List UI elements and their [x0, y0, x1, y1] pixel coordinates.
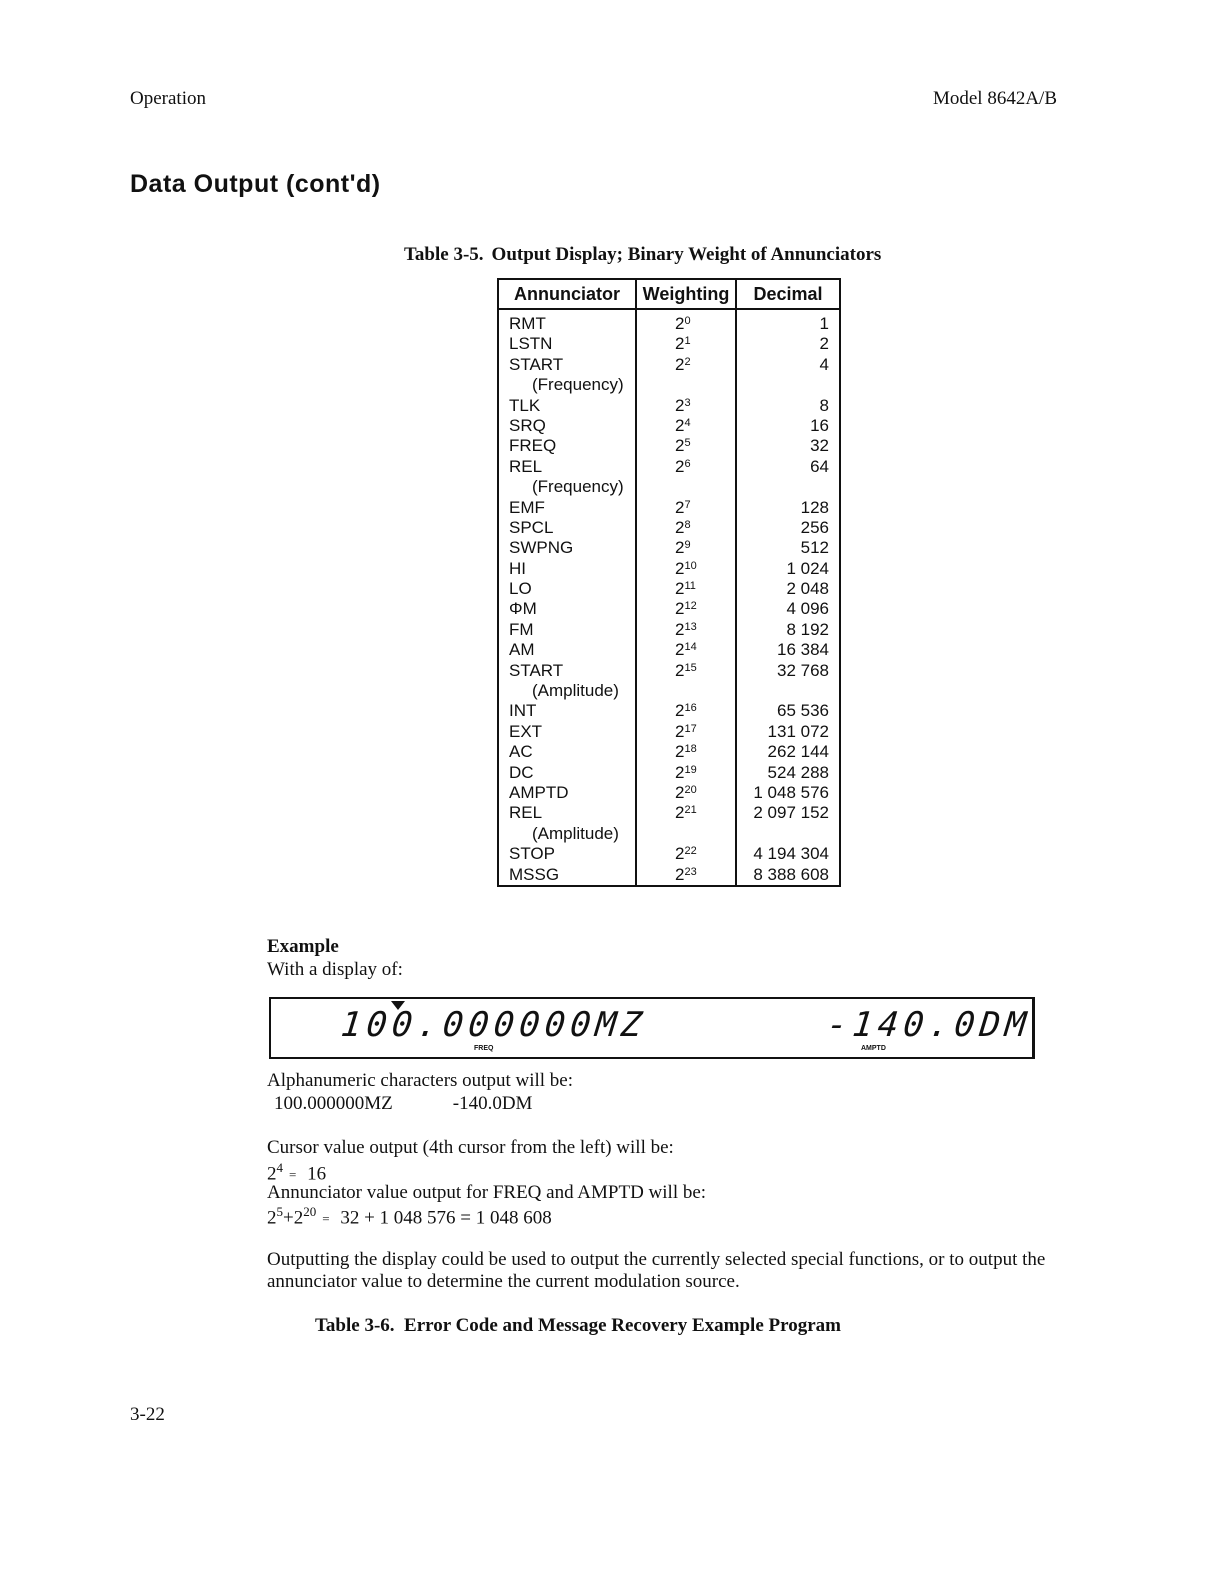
weighting-value [637, 457, 735, 477]
weighting-exponent: 1 [684, 335, 691, 348]
cursor-output-label: Cursor value output (4th cursor from the left) will be: [267, 1137, 674, 1158]
column-header-decimal: Decimal [736, 279, 840, 309]
weighting-value [637, 436, 735, 456]
annunciator-name: AM [509, 640, 535, 660]
decimal-value: 32 [810, 436, 829, 456]
ann-eq-plus: + [283, 1207, 294, 1229]
running-header-right: Model 8642A/B [932, 88, 1057, 109]
weighting-base: 2 [675, 782, 685, 802]
decimal-value: 4 096 [786, 599, 829, 619]
weighting-exponent: 18 [684, 743, 697, 756]
cursor-eq-result: 16 [307, 1163, 327, 1185]
example-intro: With a display of: [267, 959, 403, 980]
table2-number: Table 3-6. [315, 1315, 395, 1336]
weighting-base: 2 [675, 558, 685, 578]
cursor-eq-op: = [289, 1167, 297, 1183]
weighting-value [637, 518, 735, 538]
annunciator-name: SPCL [509, 517, 554, 537]
decimal-value: 1 048 576 [753, 782, 829, 802]
annunciator-name: AC [509, 742, 533, 762]
weighting-exponent: 10 [684, 559, 697, 572]
annunciator-name: ΦM [509, 599, 537, 619]
weighting-value [637, 559, 735, 579]
annunciator-name: SRQ [509, 415, 546, 435]
alpha-freq-value: 100.000000MZ [274, 1093, 393, 1114]
decimal-value: 8 192 [786, 619, 829, 639]
weighting-exponent: 16 [684, 702, 697, 715]
weighting-base: 2 [675, 497, 685, 517]
weighting-value [637, 640, 735, 660]
weighting-value [637, 314, 735, 334]
table-number: Table 3-5. [404, 244, 484, 265]
weighting-column [636, 309, 736, 886]
decimal-value: 16 [810, 415, 829, 435]
decimal-value: 8 388 608 [753, 864, 829, 884]
annunciator-qualifier: (Amplitude) [532, 823, 619, 843]
table2-caption [315, 1315, 841, 1337]
weighting-exponent: 4 [684, 416, 691, 429]
weighting-exponent: 23 [684, 865, 697, 878]
weighting-exponent: 22 [684, 845, 697, 858]
weighting-value [637, 681, 735, 701]
decimal-value: 4 194 304 [753, 844, 829, 864]
weighting-base: 2 [675, 864, 685, 884]
table-title: Output Display; Binary Weight of Annunciators [491, 244, 882, 265]
weighting-value [637, 355, 735, 375]
weighting-value [637, 620, 735, 640]
weighting-base: 2 [675, 395, 685, 415]
weighting-base: 2 [675, 579, 685, 599]
weighting-value [637, 538, 735, 558]
alpha-output-values [274, 1093, 532, 1115]
weighting-base: 2 [675, 742, 685, 762]
page-number: 3-22 [130, 1404, 165, 1425]
weighting-base: 2 [675, 314, 685, 333]
weighting-exponent: 0 [684, 315, 691, 327]
weighting-exponent: 19 [684, 763, 697, 776]
annunciator-name: START [509, 660, 564, 680]
decimal-value: 4 [819, 354, 829, 374]
weighting-value [637, 763, 735, 783]
annunciator-name: INT [509, 701, 537, 721]
freq-annunciator: FREQ [474, 1045, 494, 1052]
weighting-value [637, 375, 735, 395]
frequency-readout: 100.000000MZ [338, 1005, 649, 1045]
weighting-base: 2 [675, 436, 685, 456]
ann-eq-base1: 2 [267, 1207, 277, 1229]
annunciator-name: EMF [509, 497, 545, 517]
weighting-exponent: 11 [684, 580, 696, 593]
weighting-value [637, 416, 735, 436]
weighting-value [637, 396, 735, 416]
decimal-value [737, 375, 839, 395]
annunciator-name: FREQ [509, 436, 557, 456]
cursor-eq-exp: 4 [276, 1160, 283, 1175]
running-header-left: Operation [130, 88, 206, 109]
weighting-value [637, 661, 735, 681]
weighting-base: 2 [675, 517, 685, 537]
decimal-value: 65 536 [777, 701, 829, 721]
amplitude-readout: -140.0DM [824, 1005, 1033, 1045]
weighting-exponent: 17 [684, 722, 697, 735]
decimal-value: 1 024 [786, 558, 829, 578]
amptd-annunciator: AMPTD [861, 1045, 886, 1052]
decimal-value: 1 [819, 314, 829, 333]
alpha-output-label: Alphanumeric characters output will be: [267, 1070, 574, 1091]
weighting-exponent: 14 [684, 641, 697, 654]
annunciator-name: AMPTD [509, 782, 569, 802]
decimal-value: 131 072 [767, 721, 829, 741]
column-header-weighting: Weighting [636, 279, 736, 309]
weighting-base: 2 [675, 538, 685, 558]
ann-eq-exp1: 5 [276, 1204, 283, 1219]
ann-eq-result: 32 + 1 048 576 = 1 048 608 [340, 1207, 552, 1229]
weighting-exponent: 5 [684, 437, 691, 450]
decimal-value: 2 048 [786, 579, 829, 599]
weighting-exponent: 20 [684, 783, 697, 796]
annunciator-name: MSSG [509, 864, 560, 884]
weighting-value [637, 498, 735, 518]
annunciator-name: LSTN [509, 334, 553, 354]
weighting-exponent: 12 [684, 600, 697, 613]
table-caption [404, 244, 881, 266]
decimal-value: 524 288 [767, 762, 829, 782]
annunciator-name: START [509, 354, 564, 374]
weighting-exponent: 2 [684, 355, 691, 368]
body-paragraph: Outputting the display could be used to output the currently selected special functions, or to output the annunciator value to determine the current modulation source. [267, 1249, 1046, 1292]
weighting-base: 2 [675, 721, 685, 741]
weighting-base: 2 [675, 415, 685, 435]
decimal-value: 64 [810, 456, 829, 476]
weighting-base: 2 [675, 354, 685, 374]
example-heading: Example [267, 936, 339, 957]
annunciator-qualifier: (Amplitude) [532, 681, 619, 701]
annunciator-column [498, 309, 636, 886]
weighting-base: 2 [675, 844, 685, 864]
annunciator-name: LO [509, 579, 532, 599]
ann-eq-op: = [322, 1211, 330, 1227]
table2-title: Error Code and Message Recovery Example Program [404, 1315, 841, 1336]
annunciator-name: REL [509, 456, 543, 476]
annunciator-equation [267, 1204, 552, 1229]
annunciator-name: FM [509, 619, 534, 639]
front-panel-display [269, 997, 1035, 1059]
decimal-value: 2 [819, 334, 829, 354]
decimal-value: 512 [800, 538, 829, 558]
annunciator-table [497, 278, 841, 887]
decimal-value: 8 [819, 395, 829, 415]
annunciator-name: EXT [509, 721, 543, 741]
weighting-value [637, 742, 735, 762]
weighting-base: 2 [675, 619, 685, 639]
annunciator-name: TLK [509, 395, 541, 415]
ann-eq-base2: 2 [293, 1207, 304, 1229]
annunciator-qualifier: (Frequency) [532, 477, 624, 497]
annunciator-output-label: Annunciator value output for FREQ and AMPTD will be: [267, 1182, 707, 1203]
cursor-eq-base: 2 [267, 1163, 277, 1185]
column-header-annunciator: Annunciator [498, 279, 636, 309]
decimal-value [737, 824, 839, 844]
weighting-base: 2 [675, 660, 685, 680]
decimal-value: 128 [800, 497, 829, 517]
weighting-value [637, 722, 735, 742]
weighting-exponent: 7 [684, 498, 691, 511]
weighting-value [637, 701, 735, 721]
weighting-value [637, 824, 735, 844]
annunciator-name: DC [509, 762, 534, 782]
annunciator-name: HI [509, 558, 526, 578]
weighting-base: 2 [675, 762, 685, 782]
weighting-value [637, 579, 735, 599]
weighting-value [637, 783, 735, 803]
decimal-value: 262 144 [767, 742, 829, 762]
weighting-exponent: 6 [684, 457, 691, 470]
weighting-base: 2 [675, 803, 685, 823]
decimal-value: 16 384 [777, 640, 829, 660]
section-title: Data Output (cont'd) [130, 170, 381, 198]
annunciator-name: REL [509, 803, 543, 823]
weighting-value [637, 844, 735, 864]
weighting-base: 2 [675, 599, 685, 619]
decimal-value: 256 [800, 517, 829, 537]
annunciator-name: SWPNG [509, 538, 574, 558]
decimal-value: 32 768 [777, 660, 829, 680]
decimal-column [736, 309, 840, 886]
weighting-exponent: 21 [684, 804, 697, 817]
weighting-exponent: 8 [684, 518, 691, 531]
annunciator-name: RMT [509, 314, 546, 333]
weighting-value [637, 803, 735, 823]
weighting-value [637, 599, 735, 619]
weighting-base: 2 [675, 334, 685, 354]
decimal-value [737, 477, 839, 497]
weighting-exponent: 15 [684, 661, 697, 674]
weighting-exponent: 3 [684, 396, 691, 409]
weighting-base: 2 [675, 640, 685, 660]
decimal-value [737, 681, 839, 701]
weighting-value [637, 334, 735, 354]
weighting-value [637, 865, 735, 885]
annunciator-name: STOP [509, 844, 555, 864]
weighting-value [637, 477, 735, 497]
ann-eq-exp2: 20 [303, 1204, 317, 1219]
weighting-exponent: 13 [684, 620, 697, 633]
decimal-value: 2 097 152 [753, 803, 829, 823]
annunciator-qualifier: (Frequency) [532, 375, 624, 395]
weighting-exponent: 9 [684, 539, 691, 552]
weighting-base: 2 [675, 456, 685, 476]
weighting-base: 2 [675, 701, 685, 721]
alpha-ampl-value: -140.0DM [452, 1093, 533, 1114]
